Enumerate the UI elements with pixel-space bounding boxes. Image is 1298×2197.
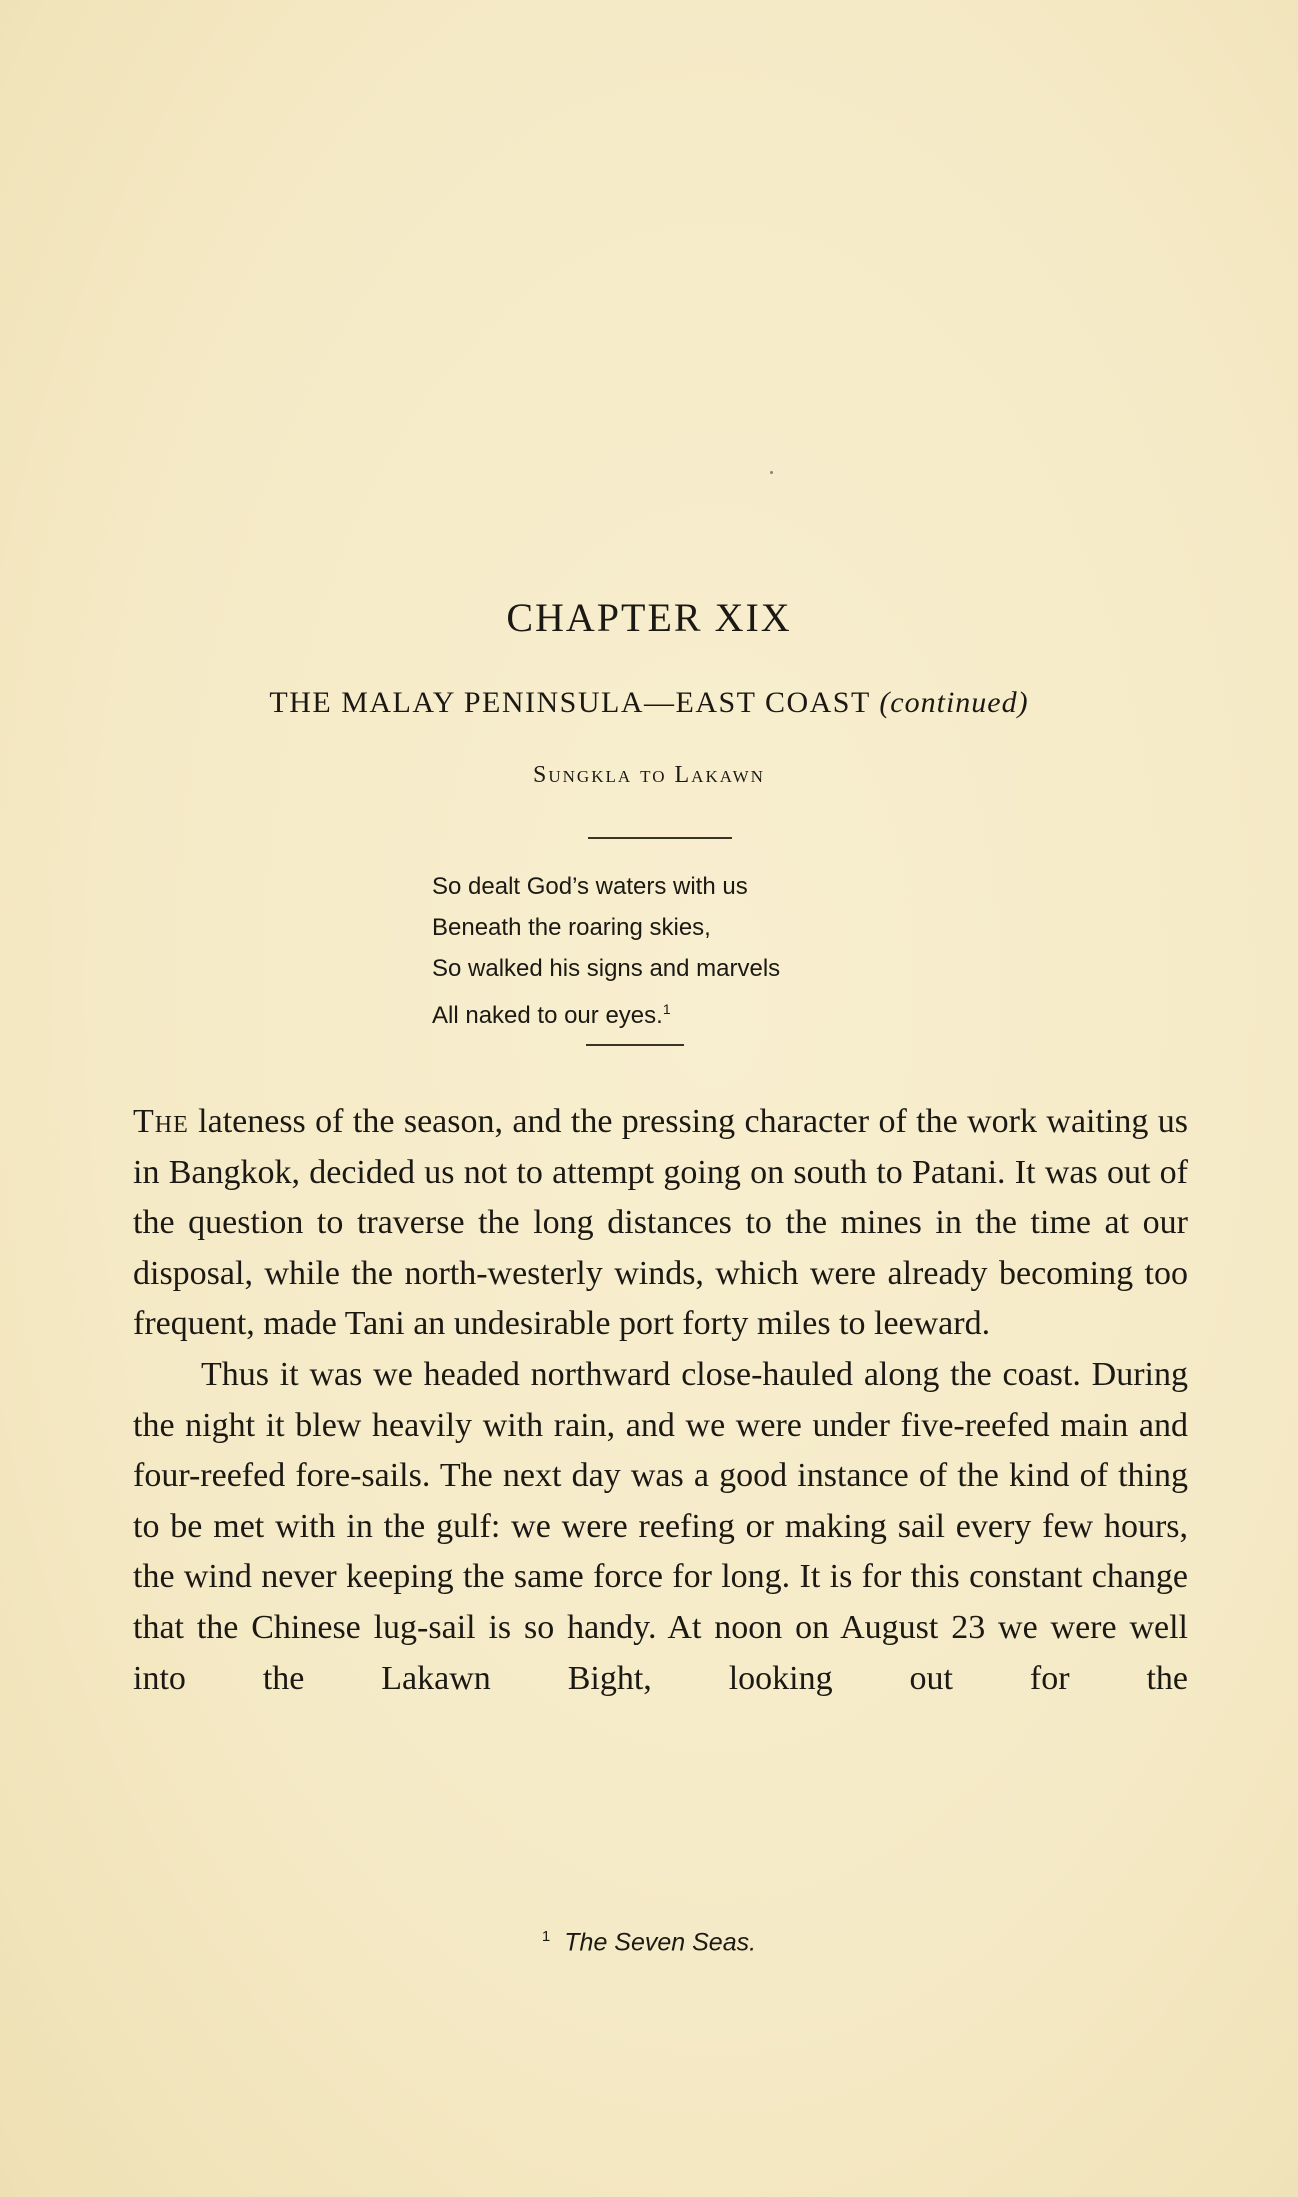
epigraph-top-rule	[588, 837, 732, 839]
paragraph-text: lateness of the season, and the pressing character of the work waiting us in Bangkok, decided us not to attempt going on south to Patani. It was out of the question to traverse the long distances to the mines in the time at our disposal, while the north-westerly winds, which were already becoming too frequent, made Tani an undesirable port forty miles to leeward.	[133, 1103, 1188, 1343]
section-title	[0, 686, 1298, 720]
paper-speck	[770, 471, 773, 474]
footnote-marker: 1	[541, 1928, 551, 1945]
paragraph	[133, 1097, 1188, 1350]
epigraph-line: So walked his signs and marvels	[432, 955, 781, 982]
chapter-title: CHAPTER XIX	[506, 595, 792, 640]
section-title-suffix: (continued)	[879, 686, 1029, 719]
epigraph-line: So dealt God’s waters with us	[432, 873, 748, 900]
paragraph: Thus it was we headed northward close-hauled along the coast. During the night it blew heavily with rain, and we were under five-reefed main and four-reefed fore-sails. The next day was a good instance of the kind of thing to be met with in the gulf: we were reefing or making sail every few hours, the wind never keeping the same force for long. It is for this constant change that the Chinese lug-sail is so handy. At noon on August 23 we were well into the Lakawn Bight, looking out for the	[133, 1355, 1188, 1697]
epigraph-bottom-rule	[586, 1044, 684, 1046]
epigraph-line-text: All naked to our eyes.	[432, 1002, 663, 1029]
epigraph	[432, 866, 780, 1036]
footnote-text: The Seven Seas.	[564, 1928, 757, 1957]
paragraph-lead-word: The	[133, 1103, 189, 1140]
footnote	[0, 1928, 1298, 1957]
epigraph-line: Beneath the roaring skies,	[432, 914, 711, 941]
epigraph-footnote-marker: 1	[662, 1001, 671, 1017]
body-text	[133, 1097, 1188, 1704]
section-title-main: THE MALAY PENINSULA—EAST COAST	[269, 686, 871, 719]
section-subtitle: Sungkla to Lakawn	[533, 762, 765, 788]
epigraph-line-last	[432, 989, 780, 1036]
